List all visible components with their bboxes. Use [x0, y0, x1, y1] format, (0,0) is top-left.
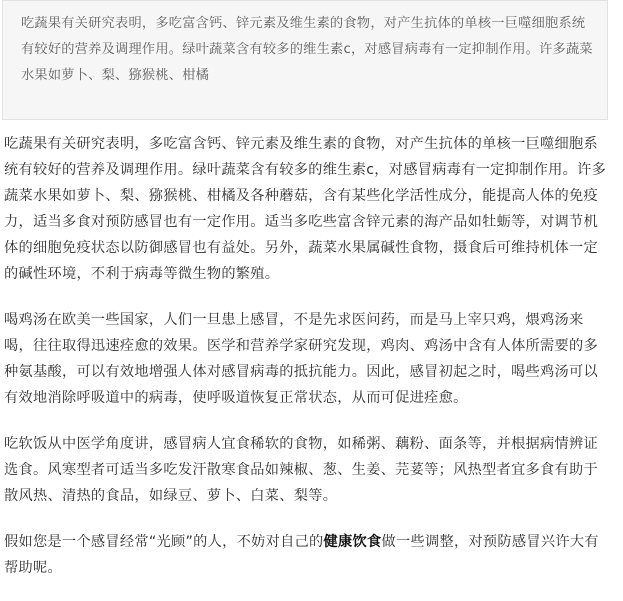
- healthy-diet-text-after: 做一些调整，对预防感冒兴许大有帮助呢。: [4, 534, 599, 576]
- healthy-diet-keyword: 健康饮食: [323, 534, 382, 550]
- summary-text: 吃蔬果有关研究表明，多吃富含钙、锌元素及维生素的食物，对产生抗体的单核一巨噬细胞系统有较好的营养及调理作用。绿叶蔬菜含有较多的维生素c，对感冒病毒有一定抑制作用。许多蔬菜水果如萝卜、梨、猕猴桃、柑橘: [21, 16, 593, 83]
- healthy-diet-text-before: 假如您是一个感冒经常“光顾”的人，不妨对自己的: [4, 534, 324, 550]
- article-body: [4, 131, 610, 601]
- paragraph-vegetables-fruits: 吃蔬果有关研究表明，多吃富含钙、锌元素及维生素的食物，对产生抗体的单核一巨噬细胞系统有较好的营养及调理作用。绿叶蔬菜含有较多的维生素c，对感冒病毒有一定抑制作用。许多蔬菜水果如萝卜、梨、猕猴桃、柑橘及各种蘑菇，含有某些化学活性成分，能提高人体的免疫力，适当多食对预防感冒也有一定作用。适当多吃些富含锌元素的海产品如牡蛎等，对调节机体的细胞免疫状态以防御感冒也有益处。另外，蔬菜水果属碱性食物，摄食后可维持机体一定的碱性环境，不利于病毒等微生物的繁殖。: [4, 136, 607, 282]
- paragraph-chicken-soup: 喝鸡汤在欧美一些国家，人们一旦患上感冒，不是先求医问药，而是马上宰只鸡，煨鸡汤来喝，往往取得迅速痊愈的效果。医学和营养学家研究发现，鸡肉、鸡汤中含有人体所需要的多种氨基酸，可以有效地增强人体对感冒病毒的抵抗能力。因此，感冒初起之时，喝些鸡汤可以有效地消除呼吸道中的病毒，使呼吸道恢复正常状态，从而可促进痊愈。: [4, 312, 598, 406]
- paragraph-soft-food: 吃软饭从中医学角度讲，感冒病人宜食稀软的食物，如稀粥、藕粉、面条等，并根据病情辨证选食。风寒型者可适当多吃发汗散寒食品如辣椒、葱、生姜、芫荽等；风热型者宜多食有助于散风热、清热的食品，如绿豆、萝卜、白菜、梨等。: [4, 436, 598, 504]
- summary-box: [2, 0, 608, 120]
- paragraph-healthy-diet: [4, 529, 610, 581]
